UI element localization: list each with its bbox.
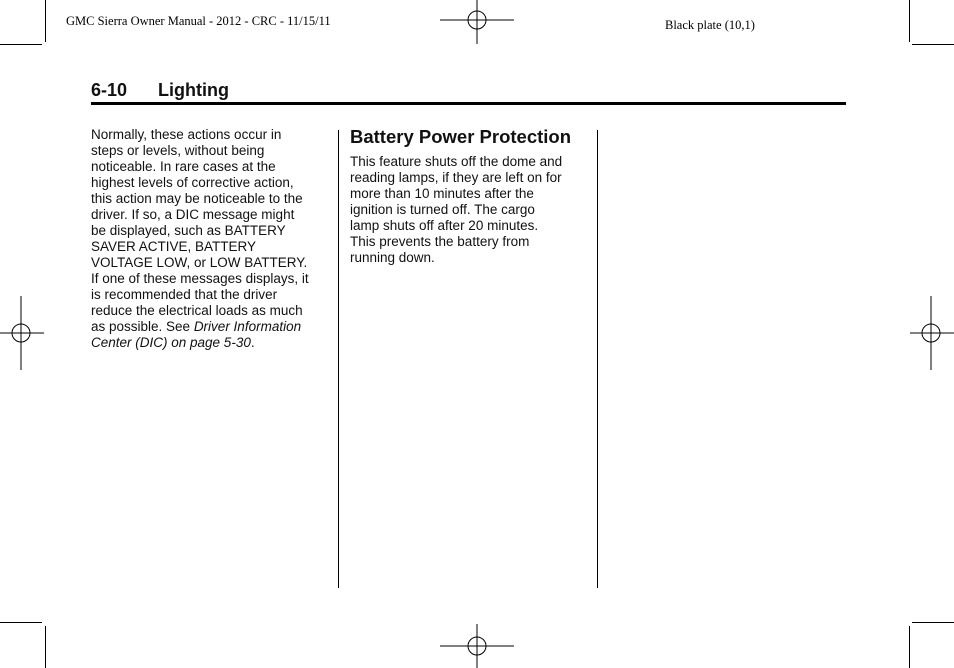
section-title: Lighting bbox=[158, 80, 229, 100]
header-rule bbox=[91, 102, 846, 105]
registration-mark-bottom-icon bbox=[440, 624, 516, 668]
column-1 bbox=[91, 127, 331, 351]
crop-mark bbox=[912, 622, 954, 623]
crop-mark bbox=[45, 626, 46, 668]
battery-power-protection-body: This feature shuts off the dome and reading lamps, if they are left on for more than 10 minutes after the ignition is turned off. The cargo lamp shuts off after 20 minutes. This prevents the battery from running down. bbox=[350, 154, 563, 265]
crop-mark bbox=[0, 44, 42, 45]
registration-mark-left-icon bbox=[0, 296, 44, 370]
crop-mark bbox=[0, 622, 42, 623]
crop-mark bbox=[45, 0, 46, 42]
crop-mark bbox=[909, 0, 910, 42]
section-header bbox=[91, 80, 229, 101]
column-divider bbox=[597, 130, 598, 588]
column-1-paragraph bbox=[91, 127, 331, 351]
page-number: 6-10 bbox=[91, 80, 128, 100]
registration-mark-top-icon bbox=[440, 0, 516, 44]
column-1-tail: . bbox=[250, 335, 255, 350]
crop-mark bbox=[909, 626, 910, 668]
column-2 bbox=[350, 126, 590, 266]
crop-mark bbox=[912, 44, 954, 45]
column-divider bbox=[338, 130, 339, 588]
battery-power-protection-heading: Battery Power Protection bbox=[350, 126, 572, 147]
slug-right: Black plate (10,1) bbox=[665, 18, 755, 32]
registration-mark-right-icon bbox=[910, 296, 954, 370]
dic-reference-link[interactable]: Driver Information Center (DIC) on page 5-30 bbox=[91, 319, 302, 350]
slug-left: GMC Sierra Owner Manual - 2012 - CRC - 11/15/11 bbox=[66, 14, 331, 28]
column-1-text: Normally, these actions occur in steps or levels, without being noticeable. In rare cases at the highest levels of corrective action, this action may be noticeable to the driver. If so, a DIC message might be displayed, such as BATTERY SAVER ACTIVE, BATTERY VOLTAGE LOW, or LOW BATTERY. If one of these messages displays, it is recommended that the driver reduce the electrical loads as much as possible. See bbox=[91, 127, 309, 334]
